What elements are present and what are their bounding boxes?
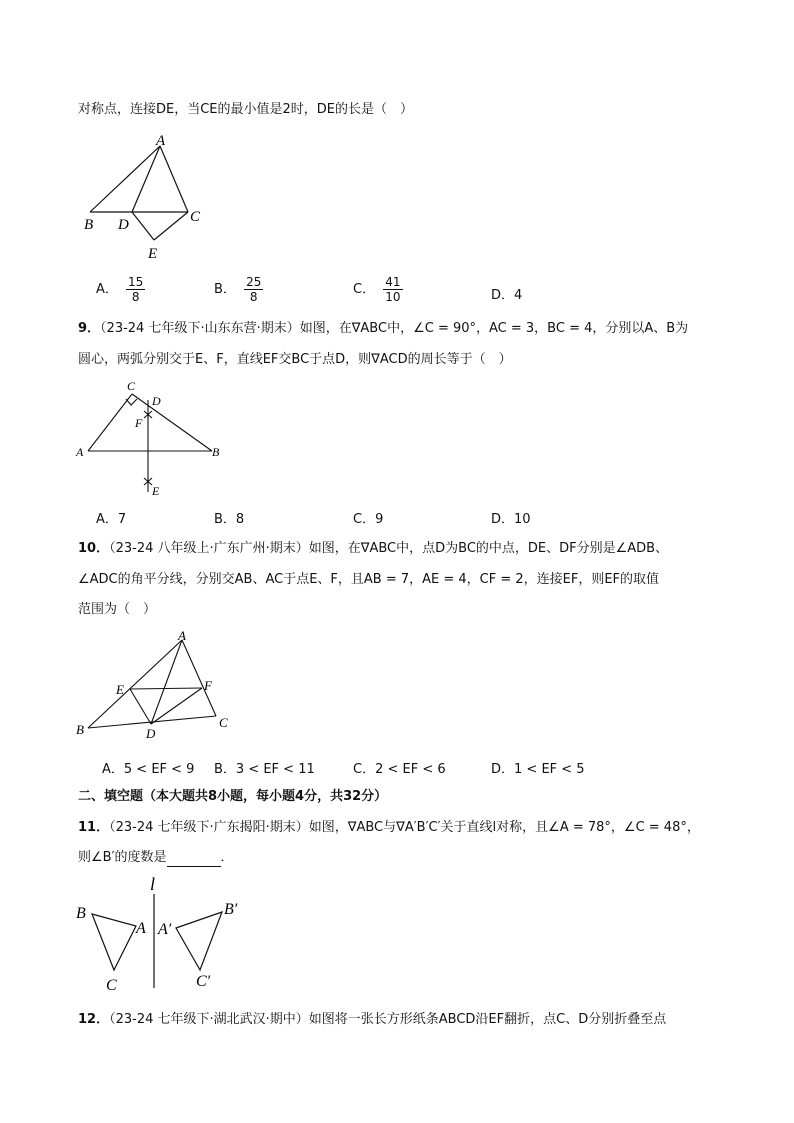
q10-line-1: 10．（23-24 八年级上·广东广州·期末）如图，在∇ABC中，点D为BC的中点，DE、DF分别是∠ADB、 xyxy=(78,541,669,556)
q9-label-a: A xyxy=(76,445,84,459)
q10-label-e: E xyxy=(116,682,124,697)
q9-option-d[interactable]: D．10 xyxy=(491,512,531,527)
q11-label-a: A xyxy=(136,920,146,937)
q8-option-a[interactable]: A． $\frac{15}{8}$ xyxy=(96,275,144,304)
q11-label-b-prime: B′ xyxy=(224,901,238,918)
q8-label-a: A xyxy=(156,133,166,149)
q9-line-2: 圆心，两弧分别交于E、F，直线EF交BC于点D，则∇ACD的周长等于（ ） xyxy=(78,352,512,367)
q10-label-b: B xyxy=(76,722,84,737)
q10-number: 10． xyxy=(78,541,110,556)
q11-figure xyxy=(72,872,262,996)
q10-label-f: F xyxy=(204,678,212,693)
q11-label-c-prime: C′ xyxy=(196,973,211,990)
q11-number: 11． xyxy=(78,820,110,835)
q11-label-c: C xyxy=(106,977,117,994)
q10-line-2: ∠ADC的角平分线，分别交AB、AC于点E、F，且AB = 7，AE = 4，CF = 2，连接EF，则EF的取值 xyxy=(78,572,660,587)
q10-option-c[interactable]: C．2 < EF < 6 xyxy=(353,762,446,777)
q9-option-c[interactable]: C．9 xyxy=(353,512,384,527)
q8-option-c[interactable]: C． $\frac{41}{10}$ xyxy=(353,275,401,304)
q8-label-b: B xyxy=(84,217,94,233)
q9-label-c: C xyxy=(127,379,136,393)
q10-figure xyxy=(74,628,244,744)
q10-line-3: 范围为（ ） xyxy=(78,602,157,617)
q8-label-e: E xyxy=(148,246,158,262)
q11-label-l: l xyxy=(150,874,156,894)
q9-option-a[interactable]: A．7 xyxy=(96,512,127,527)
q9-figure xyxy=(74,374,234,500)
q11-label-a-prime: A′ xyxy=(158,921,172,938)
section-2-heading: 二、填空题（本大题共8小题，每小题4分，共32分） xyxy=(78,789,388,804)
q10-label-a: A xyxy=(178,628,186,643)
q11-line-2: 则∠B′的度数是 ． xyxy=(78,850,234,865)
q12-number: 12． xyxy=(78,1012,110,1027)
q9-label-e: E xyxy=(152,484,160,498)
q9-label-d: D xyxy=(152,394,161,408)
q8-stem-tail: 对称点，连接DE，当CE的最小值是2时，DE的长是（ ） xyxy=(78,102,414,117)
q12-line-1: 12．（23-24 七年级下·湖北武汉·期中）如图将一张长方形纸条ABCD沿EF翻折，点C、D分别折叠至点 xyxy=(78,1012,667,1027)
q9-number: 9． xyxy=(78,321,101,336)
q8-option-d[interactable]: D．4 xyxy=(491,288,523,303)
q10-option-b[interactable]: B．3 < EF < 11 xyxy=(214,762,315,777)
q11-answer-blank[interactable] xyxy=(167,852,221,867)
q11-line-1: 11．（23-24 七年级下·广东揭阳·期末）如图，∇ABC与∇A′B′C′关于直线l对称，且∠A = 78°，∠C = 48°， xyxy=(78,820,700,835)
q8-option-b[interactable]: B． $\frac{25}{8}$ xyxy=(214,275,262,304)
q10-option-a[interactable]: A．5 < EF < 9 xyxy=(102,762,195,777)
q10-label-d: D xyxy=(146,726,156,741)
q9-label-b: B xyxy=(212,445,220,459)
q8-label-d: D xyxy=(118,217,129,233)
q9-option-b[interactable]: B．8 xyxy=(214,512,245,527)
q10-label-c: C xyxy=(219,715,228,730)
q8-label-c: C xyxy=(190,209,201,225)
q9-line-1: 9．（23-24 七年级下·山东东营·期末）如图，在∇ABC中，∠C = 90°，AC = 3，BC = 4，分别以A、B为 xyxy=(78,321,689,336)
q10-option-d[interactable]: D．1 < EF < 5 xyxy=(491,762,585,777)
q8-figure xyxy=(78,132,218,262)
q11-label-b: B xyxy=(76,905,86,922)
q9-label-f: F xyxy=(135,416,143,430)
